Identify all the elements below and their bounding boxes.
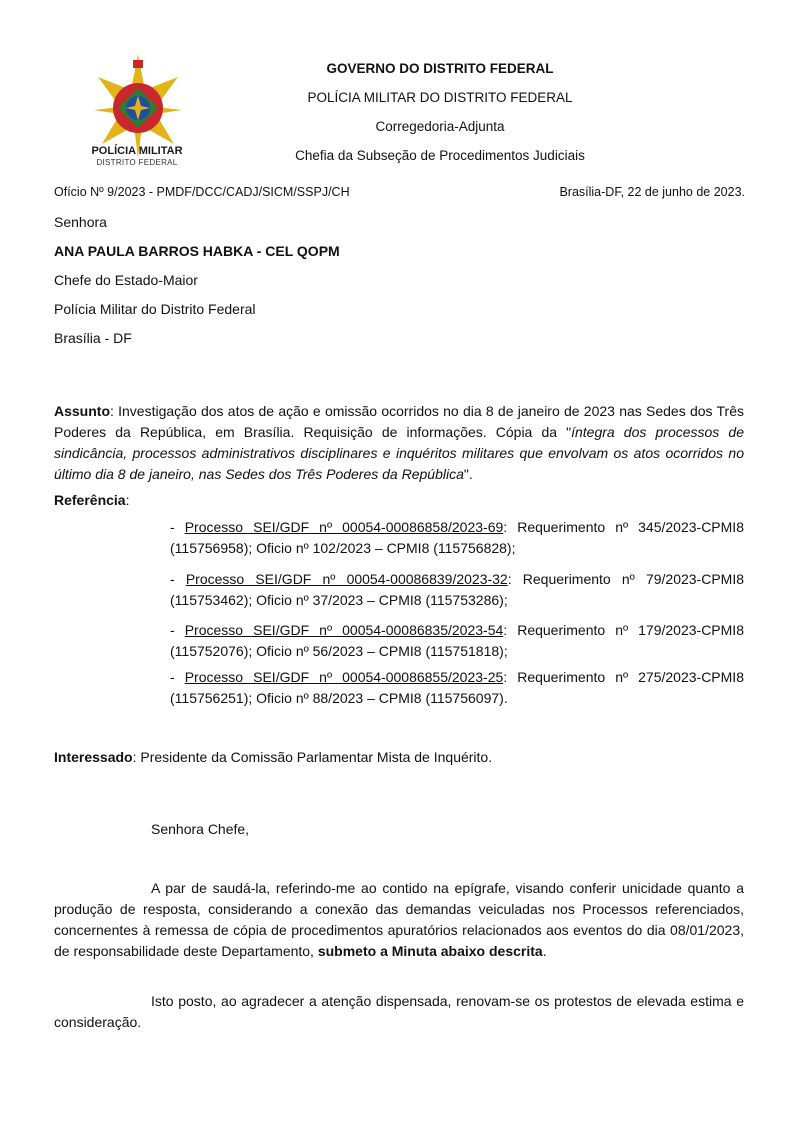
- referencia-item: [170, 667, 744, 709]
- processo-link[interactable]: Processo SEI/GDF nº 00054-00086855/2023-25: [184, 669, 504, 685]
- header-gov: GOVERNO DO DISTRITO FEDERAL: [326, 61, 554, 76]
- referencia-heading: [54, 492, 129, 508]
- header-pm: POLÍCIA MILITAR DO DISTRITO FEDERAL: [307, 90, 573, 105]
- pmdf-logo: [78, 52, 198, 172]
- referencia-details: : Requerimento nº 275/2023-CPMI8 (115756251); Oficio nº 88/2023 – CPMI8 (115756097).: [170, 669, 744, 706]
- header-sub: Chefia da Subseção de Procedimentos Judiciais: [295, 148, 585, 163]
- greeting: Senhora Chefe,: [151, 821, 250, 837]
- referencia-details: : Requerimento nº 345/2023-CPMI8 (115756958); Oficio nº 102/2023 – CPMI8 (115756828);: [170, 519, 744, 556]
- body-paragraph-1: [54, 878, 744, 962]
- referencia-label: Referência: [54, 492, 126, 508]
- referencia-dash: -: [170, 571, 186, 587]
- processo-link[interactable]: Processo SEI/GDF nº 00054-00086839/2023-32: [185, 571, 508, 587]
- assunto-italic: íntegra dos processos de sindicância, processos administrativos disciplinares e inquéritos militares que envolvam os atos ocorridos no último dia 8 de janeiro, nas Sedes dos Três Poderes da República: [54, 424, 744, 482]
- addressee-role: Chefe do Estado-Maior: [54, 272, 198, 288]
- logo-subtitle: DISTRITO FEDERAL: [96, 158, 178, 167]
- referencia-details: : Requerimento nº 179/2023-CPMI8 (115752076); Oficio nº 56/2023 – CPMI8 (115751818);: [170, 622, 744, 659]
- referencia-dash: -: [170, 519, 185, 535]
- referencia-item: [170, 517, 744, 559]
- interessado-line: [54, 749, 492, 765]
- body-p1-text: A par de saudá-la, referindo-me ao contido na epígrafe, visando conferir unicidade quanto a produção de resposta, considerando a conexão das demandas veiculadas nos Processos referenciados, concernentes à remessa de cópia de procedimentos apuratórios relacionados aos eventos do dia 08/01/2023, de responsabilidade deste Departamento,: [54, 880, 744, 959]
- assunto-end: ".: [463, 466, 473, 482]
- processo-link[interactable]: Processo SEI/GDF nº 00054-00086835/2023-54: [184, 622, 504, 638]
- referencia-item: [170, 620, 744, 662]
- assunto-paragraph: [54, 401, 744, 485]
- header-dept: Corregedoria-Adjunta: [375, 119, 505, 134]
- oficio-number: Ofício Nº 9/2023 - PMDF/DCC/CADJ/SICM/SSPJ/CH: [54, 185, 350, 199]
- addressee-city: Brasília - DF: [54, 330, 132, 346]
- referencia-details: : Requerimento nº 79/2023-CPMI8 (115753462); Oficio nº 37/2023 – CPMI8 (115753286);: [170, 571, 744, 608]
- addressee-org: Polícia Militar do Distrito Federal: [54, 301, 256, 317]
- referencia-colon: :: [125, 492, 130, 508]
- body-p1-end: .: [542, 943, 547, 959]
- referencia-dash: -: [170, 622, 185, 638]
- addressee-name: ANA PAULA BARROS HABKA - CEL QOPM: [54, 243, 340, 259]
- assunto-label: Assunto: [54, 403, 110, 419]
- assunto-text: : Investigação dos atos de ação e omissão ocorridos no dia 8 de janeiro de 2023 nas Sedes dos Três Poderes da República, em Brasília. Requisição de informações. Cópia da ": [54, 403, 744, 440]
- interessado-text: : Presidente da Comissão Parlamentar Mista de Inquérito.: [132, 749, 493, 765]
- referencia-item: [170, 569, 744, 611]
- oficio-date: Brasília-DF, 22 de junho de 2023.: [559, 185, 745, 199]
- interessado-label: Interessado: [54, 749, 133, 765]
- addressee-salutation: Senhora: [54, 214, 107, 230]
- referencia-dash: -: [170, 669, 185, 685]
- processo-link[interactable]: Processo SEI/GDF nº 00054-00086858/2023-69: [184, 519, 504, 535]
- body-p1-bold: submeto a Minuta abaixo descrita: [317, 943, 543, 959]
- logo-title: POLÍCIA MILITAR: [91, 145, 183, 157]
- body-paragraph-2: Isto posto, ao agradecer a atenção dispensada, renovam-se os protestos de elevada estima e consideração.: [54, 993, 744, 1030]
